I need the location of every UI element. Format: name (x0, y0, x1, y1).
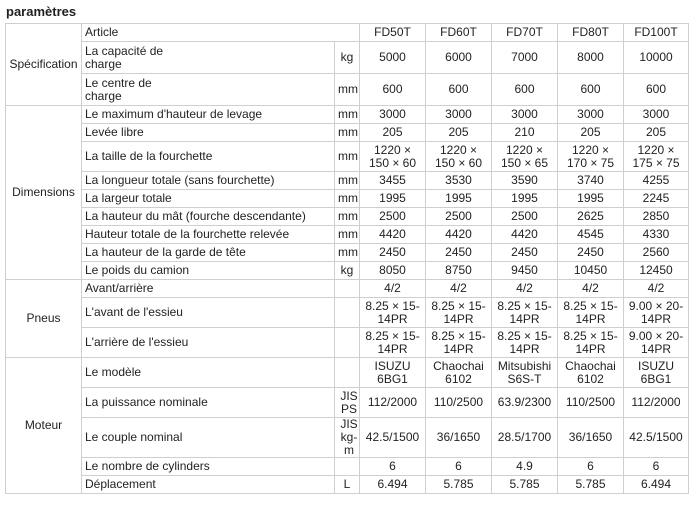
cell-value: 3000 (492, 106, 558, 124)
cell-value: 5000 (360, 42, 426, 74)
cell-value: 4/2 (426, 280, 492, 298)
cell-value: 3000 (360, 106, 426, 124)
cell-value: 110/2500 (558, 388, 624, 418)
cell-value: 4420 (492, 226, 558, 244)
page-title: paramètres (6, 4, 77, 19)
model-header: FD60T (426, 24, 492, 42)
cell-value: 1220 × 150 × 65 (492, 142, 558, 172)
cell-value: 4545 (558, 226, 624, 244)
cell-value: 205 (624, 124, 689, 142)
cell-value: 5.785 (426, 476, 492, 494)
cell-value: 4/2 (558, 280, 624, 298)
cell-value: 8.25 × 15-14PR (492, 298, 558, 328)
row-label: La hauteur de la garde de tête (82, 244, 335, 262)
cell-value: 6 (624, 458, 689, 476)
cell-value: 3000 (624, 106, 689, 124)
cell-value: 6 (558, 458, 624, 476)
cell-value: 4255 (624, 172, 689, 190)
cell-value: 2500 (360, 208, 426, 226)
group-label: Spécification (6, 24, 82, 106)
cell-value: 6000 (426, 42, 492, 74)
cell-value: 8.25 × 15-14PR (360, 298, 426, 328)
row-unit: kg (335, 42, 360, 74)
table-row (6, 262, 689, 280)
row-unit (335, 328, 360, 358)
cell-value: Mitsubishi S6S-T (492, 358, 558, 388)
cell-value: 8.25 × 15-14PR (492, 328, 558, 358)
cell-value: 1995 (558, 190, 624, 208)
cell-value: ISUZU 6BG1 (624, 358, 689, 388)
cell-value: 4/2 (492, 280, 558, 298)
cell-value: 2450 (426, 244, 492, 262)
table-row (6, 328, 689, 358)
cell-value: 110/2500 (426, 388, 492, 418)
cell-value: 3590 (492, 172, 558, 190)
table-row (6, 458, 689, 476)
model-header: FD70T (492, 24, 558, 42)
cell-value: 7000 (492, 42, 558, 74)
row-unit: mm (335, 172, 360, 190)
row-label: Avant/arrière (82, 280, 335, 298)
cell-value: 8000 (558, 42, 624, 74)
row-label: La hauteur du mât (fourche descendante) (82, 208, 335, 226)
row-unit: JIS kg-m (335, 418, 360, 458)
group-label: Pneus (6, 280, 82, 358)
cell-value: 600 (426, 74, 492, 106)
cell-value: ISUZU 6BG1 (360, 358, 426, 388)
cell-value: 6.494 (624, 476, 689, 494)
cell-value: 8750 (426, 262, 492, 280)
cell-value: 600 (492, 74, 558, 106)
table-row (6, 124, 689, 142)
row-unit: mm (335, 244, 360, 262)
cell-value: 2500 (426, 208, 492, 226)
cell-value: 2245 (624, 190, 689, 208)
cell-value: 5.785 (492, 476, 558, 494)
cell-value: 2560 (624, 244, 689, 262)
table-row (6, 358, 689, 388)
row-label: Le nombre de cylinders (82, 458, 335, 476)
model-header: FD100T (624, 24, 689, 42)
row-label: Levée libre (82, 124, 335, 142)
cell-value: 4420 (426, 226, 492, 244)
row-unit: L (335, 476, 360, 494)
row-label: Déplacement (82, 476, 335, 494)
row-unit: mm (335, 106, 360, 124)
cell-value: 36/1650 (558, 418, 624, 458)
cell-value: 1220 × 170 × 75 (558, 142, 624, 172)
table-header-row (6, 24, 689, 42)
group-label: Moteur (6, 358, 82, 494)
cell-value: 2850 (624, 208, 689, 226)
cell-value: 205 (558, 124, 624, 142)
row-label: Le couple nominal (82, 418, 335, 458)
cell-value: 3455 (360, 172, 426, 190)
table-row (6, 106, 689, 124)
row-unit: mm (335, 208, 360, 226)
cell-value: 8050 (360, 262, 426, 280)
cell-value: 8.25 × 15-14PR (426, 328, 492, 358)
row-unit: kg (335, 262, 360, 280)
cell-value: 10000 (624, 42, 689, 74)
cell-value: 2450 (492, 244, 558, 262)
cell-value: 28.5/1700 (492, 418, 558, 458)
row-unit (335, 458, 360, 476)
spec-table (5, 23, 689, 494)
row-unit (335, 280, 360, 298)
cell-value: 3740 (558, 172, 624, 190)
cell-value: Chaochai 6102 (558, 358, 624, 388)
table-row (6, 388, 689, 418)
row-unit: mm (335, 142, 360, 172)
cell-value: 3530 (426, 172, 492, 190)
cell-value: 6.494 (360, 476, 426, 494)
cell-value: 36/1650 (426, 418, 492, 458)
row-label: La capacité de charge (82, 42, 335, 74)
row-unit: mm (335, 124, 360, 142)
cell-value: 210 (492, 124, 558, 142)
cell-value: 600 (558, 74, 624, 106)
table-row (6, 280, 689, 298)
cell-value: 8.25 × 15-14PR (360, 328, 426, 358)
cell-value: 10450 (558, 262, 624, 280)
cell-value: 1220 × 150 × 60 (426, 142, 492, 172)
row-unit: JIS PS (335, 388, 360, 418)
cell-value: 8.25 × 15-14PR (558, 328, 624, 358)
table-row (6, 208, 689, 226)
cell-value: 1995 (360, 190, 426, 208)
cell-value: 205 (360, 124, 426, 142)
table-row (6, 142, 689, 172)
cell-value: 9.00 × 20-14PR (624, 298, 689, 328)
table-row (6, 190, 689, 208)
cell-value: 3000 (426, 106, 492, 124)
table-row (6, 298, 689, 328)
cell-value: 63.9/2300 (492, 388, 558, 418)
row-label: La taille de la fourchette (82, 142, 335, 172)
row-label: La largeur totale (82, 190, 335, 208)
row-label: Le maximum d'hauteur de levage (82, 106, 335, 124)
row-label: La longueur totale (sans fourchette) (82, 172, 335, 190)
row-label: Le modèle (82, 358, 335, 388)
cell-value: 5.785 (558, 476, 624, 494)
table-row (6, 418, 689, 458)
table-row (6, 42, 689, 74)
row-label: Hauteur totale de la fourchette relevée (82, 226, 335, 244)
cell-value: 2450 (558, 244, 624, 262)
table-row (6, 172, 689, 190)
cell-value: 9.00 × 20-14PR (624, 328, 689, 358)
cell-value: 112/2000 (360, 388, 426, 418)
row-unit: mm (335, 74, 360, 106)
row-label: La puissance nominale (82, 388, 335, 418)
table-row (6, 226, 689, 244)
cell-value: 1220 × 150 × 60 (360, 142, 426, 172)
cell-value: 2450 (360, 244, 426, 262)
row-label: L'avant de l'essieu (82, 298, 335, 328)
cell-value: 42.5/1500 (360, 418, 426, 458)
cell-value: 8.25 × 15-14PR (558, 298, 624, 328)
table-row (6, 476, 689, 494)
row-label: Le poids du camion (82, 262, 335, 280)
row-unit (335, 298, 360, 328)
cell-value: Chaochai 6102 (426, 358, 492, 388)
header-article: Article (82, 24, 360, 42)
cell-value: 4.9 (492, 458, 558, 476)
cell-value: 2500 (492, 208, 558, 226)
cell-value: 600 (360, 74, 426, 106)
model-header: FD80T (558, 24, 624, 42)
model-header: FD50T (360, 24, 426, 42)
row-unit: mm (335, 190, 360, 208)
cell-value: 4420 (360, 226, 426, 244)
table-row (6, 244, 689, 262)
row-unit (335, 358, 360, 388)
cell-value: 12450 (624, 262, 689, 280)
cell-value: 42.5/1500 (624, 418, 689, 458)
group-label: Dimensions (6, 106, 82, 280)
cell-value: 6 (426, 458, 492, 476)
cell-value: 112/2000 (624, 388, 689, 418)
cell-value: 1995 (492, 190, 558, 208)
cell-value: 3000 (558, 106, 624, 124)
row-label: Le centre de charge (82, 74, 335, 106)
table-row (6, 74, 689, 106)
cell-value: 9450 (492, 262, 558, 280)
cell-value: 6 (360, 458, 426, 476)
cell-value: 2625 (558, 208, 624, 226)
cell-value: 600 (624, 74, 689, 106)
cell-value: 205 (426, 124, 492, 142)
cell-value: 8.25 × 15-14PR (426, 298, 492, 328)
cell-value: 4330 (624, 226, 689, 244)
cell-value: 4/2 (360, 280, 426, 298)
cell-value: 1220 × 175 × 75 (624, 142, 689, 172)
row-label: L'arrière de l'essieu (82, 328, 335, 358)
cell-value: 1995 (426, 190, 492, 208)
row-unit: mm (335, 226, 360, 244)
cell-value: 4/2 (624, 280, 689, 298)
